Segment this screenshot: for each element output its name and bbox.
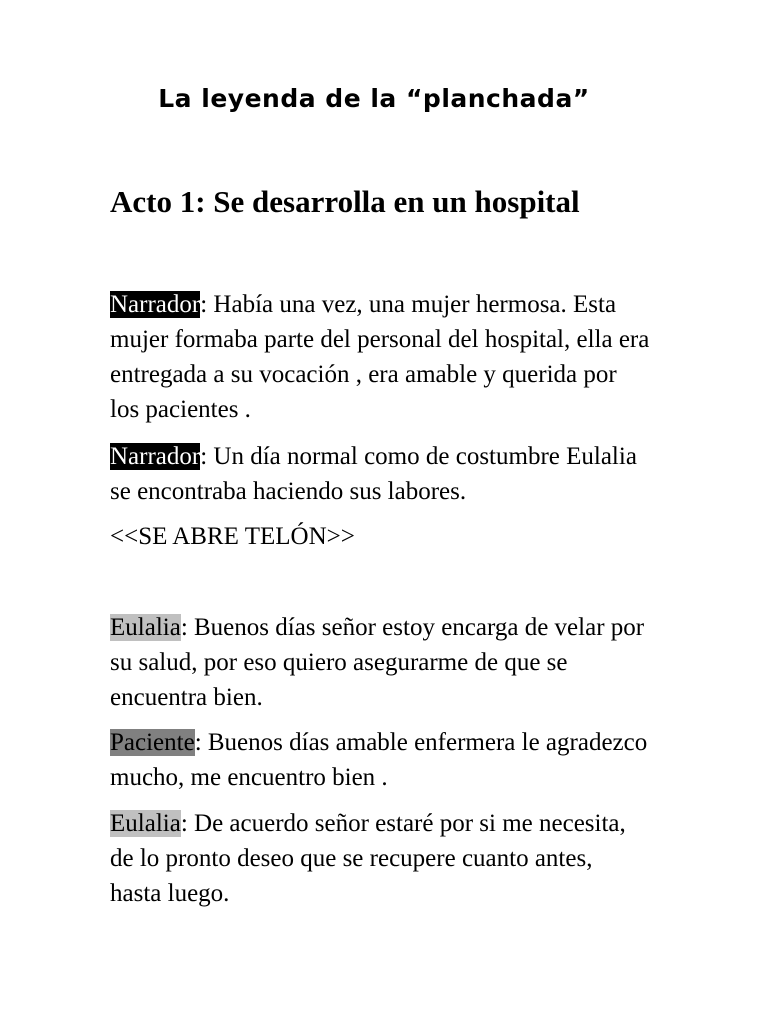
dialogue-text: : Había una vez, una mujer hermosa. Esta mujer formaba parte del personal del hospital, ella era entregada a su vocación , era amable y querida por los pacientes . [110, 291, 650, 423]
dialogue-text: : Buenos días amable enfermera le agradezco mucho, me encuentro bien . [110, 729, 648, 791]
dialogue-line [110, 806, 650, 911]
document-title: La leyenda de la “planchada” [158, 84, 590, 113]
stage-direction: <<SE ABRE TELÓN>> [110, 523, 355, 550]
speaker-name: Paciente [110, 729, 195, 756]
dialogue-text: : De acuerdo señor estaré por si me necesita, de lo pronto deseo que se recupere cuanto antes, hasta luego. [110, 810, 626, 907]
dialogue-line [110, 439, 650, 509]
act-heading: Acto 1: Se desarrolla en un hospital [110, 184, 580, 219]
speaker-name: Narrador [110, 443, 201, 470]
speaker-name: Eulalia [110, 810, 181, 837]
speaker-name: Narrador [110, 291, 201, 318]
dialogue-line [110, 610, 650, 715]
dialogue-text: : Buenos días señor estoy encarga de velar por su salud, por eso quiero asegurarme de que se encuentra bien. [110, 614, 645, 711]
dialogue-line [110, 287, 650, 427]
speaker-name: Eulalia [110, 614, 181, 641]
dialogue-line [110, 725, 650, 795]
dialogue-text: : Un día normal como de costumbre Eulalia se encontraba haciendo sus labores. [110, 443, 637, 505]
